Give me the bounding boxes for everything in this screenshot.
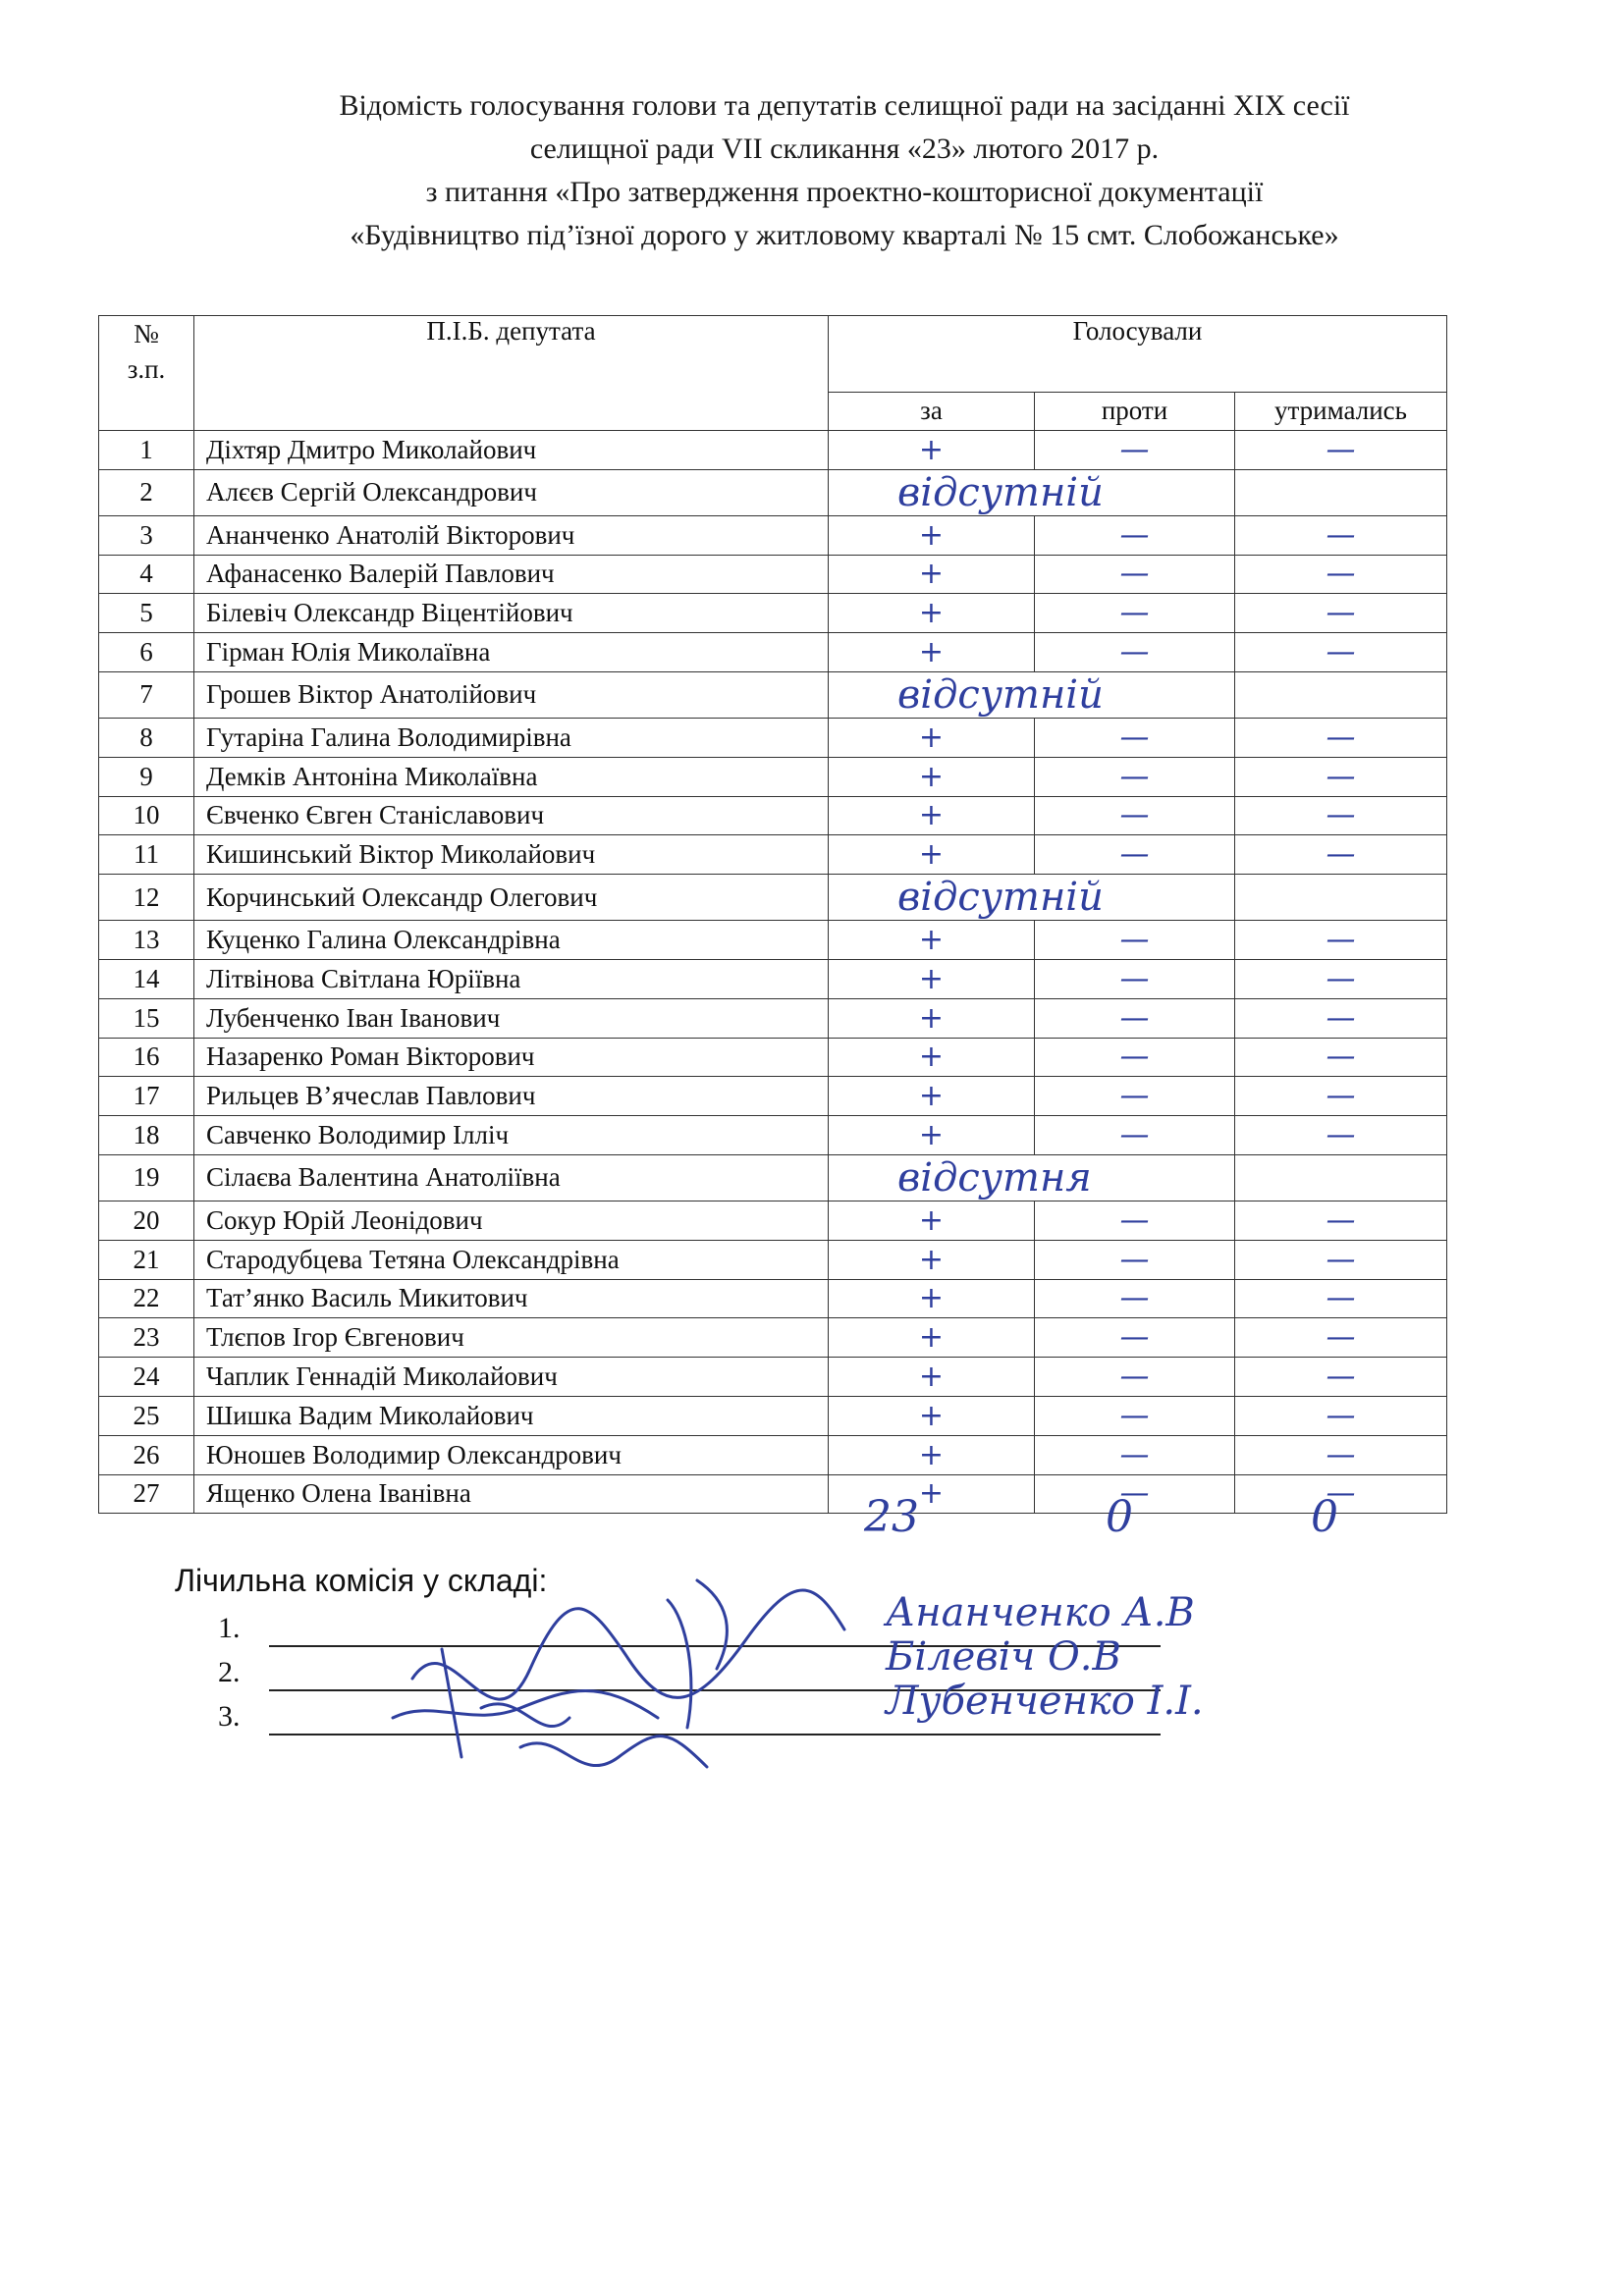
deputy-name: Гірман Юлія Миколаївна	[194, 633, 829, 672]
vote-for-mark: +	[829, 998, 1035, 1038]
vote-against-mark: —	[1035, 959, 1235, 998]
row-number: 10	[99, 796, 194, 835]
vote-for-mark: +	[829, 515, 1035, 555]
table-row	[99, 1154, 1447, 1201]
vote-for-mark: +	[829, 1201, 1035, 1240]
vote-against-mark: —	[1035, 555, 1235, 594]
table-row	[99, 875, 1447, 921]
table-row	[99, 633, 1447, 672]
deputy-name: Євченко Євген Станіславович	[194, 796, 829, 835]
member-index: 1.	[218, 1612, 241, 1644]
vote-for-mark: +	[829, 1240, 1035, 1279]
deputy-name: Сілаєва Валентина Анатоліївна	[194, 1154, 829, 1201]
vote-for-mark: +	[829, 718, 1035, 757]
table-row	[99, 555, 1447, 594]
vote-for-mark: +	[829, 835, 1035, 875]
deputy-name: Афанасенко Валерій Павлович	[194, 555, 829, 594]
vote-abstained-mark: —	[1235, 921, 1447, 960]
abstained-cell	[1235, 671, 1447, 718]
row-number: 24	[99, 1358, 194, 1397]
deputy-name: Шишка Вадим Миколайович	[194, 1396, 829, 1435]
vote-for-mark: +	[829, 1116, 1035, 1155]
vote-abstained-mark: —	[1235, 959, 1447, 998]
deputy-name: Літвінова Світлана Юріївна	[194, 959, 829, 998]
vote-abstained-mark: —	[1235, 633, 1447, 672]
vote-for-mark: +	[829, 959, 1035, 998]
table-row	[99, 796, 1447, 835]
vote-abstained-mark: —	[1235, 1474, 1447, 1514]
vote-against-mark: —	[1035, 1201, 1235, 1240]
table-row	[99, 1201, 1447, 1240]
deputy-name: Гутаріна Галина Володимирівна	[194, 718, 829, 757]
table-row	[99, 1435, 1447, 1474]
vote-for-mark: +	[829, 431, 1035, 470]
header-for: за	[829, 392, 1035, 430]
vote-abstained-mark: —	[1235, 1116, 1447, 1155]
row-number: 26	[99, 1435, 194, 1474]
row-number: 3	[99, 515, 194, 555]
title-line-4: «Будівництво під’їзної дорого у житловому кварталі № 15 смт. Слобожанське»	[350, 219, 1339, 251]
table-row	[99, 594, 1447, 633]
vote-against-mark: —	[1035, 998, 1235, 1038]
vote-against-mark: —	[1035, 1116, 1235, 1155]
abstained-cell	[1235, 1154, 1447, 1201]
header-abstained: утримались	[1235, 392, 1447, 430]
row-number: 21	[99, 1240, 194, 1279]
deputy-name: Рильцев В’ячеслав Павлович	[194, 1077, 829, 1116]
vote-for-mark: +	[829, 1038, 1035, 1077]
deputy-name: Демків Антоніна Миколаївна	[194, 757, 829, 796]
table-row	[99, 671, 1447, 718]
row-number: 18	[99, 1116, 194, 1155]
table-row	[99, 835, 1447, 875]
title-line-1: Відомість голосування голови та депутатів селищної ради на засіданні ХIХ сесії	[339, 89, 1350, 122]
table-row	[99, 1240, 1447, 1279]
vote-for-mark: +	[829, 594, 1035, 633]
vote-for-mark: +	[829, 555, 1035, 594]
row-number: 23	[99, 1318, 194, 1358]
vote-against-mark: —	[1035, 835, 1235, 875]
absent-mark: відсутня	[829, 1154, 1235, 1201]
vote-for-mark: +	[829, 1474, 1035, 1514]
commission-label: Лічильна комісія у складі:	[175, 1563, 548, 1598]
row-number: 13	[99, 921, 194, 960]
absent-mark: відсутній	[829, 671, 1235, 718]
header-number	[99, 316, 194, 431]
title-line-3: з питання «Про затвердження проектно-кошторисної документації	[425, 176, 1264, 208]
deputy-name: Тат’янко Василь Микитович	[194, 1279, 829, 1318]
vote-abstained-mark: —	[1235, 835, 1447, 875]
header-name: П.І.Б. депутата	[194, 316, 829, 431]
table-row	[99, 1116, 1447, 1155]
vote-against-mark: —	[1035, 718, 1235, 757]
vote-against-mark: —	[1035, 1038, 1235, 1077]
table-row	[99, 1474, 1447, 1514]
vote-for-mark: +	[829, 1396, 1035, 1435]
abstained-cell	[1235, 469, 1447, 515]
row-number: 5	[99, 594, 194, 633]
vote-against-mark: —	[1035, 1435, 1235, 1474]
table-row	[99, 998, 1447, 1038]
vote-against-mark: —	[1035, 921, 1235, 960]
deputy-name: Ананченко Анатолій Вікторович	[194, 515, 829, 555]
header-against: проти	[1035, 392, 1235, 430]
member-signature-name: Ананченко А.В	[886, 1590, 1195, 1635]
vote-against-mark: —	[1035, 1358, 1235, 1397]
table-row	[99, 757, 1447, 796]
row-number: 4	[99, 555, 194, 594]
row-number: 11	[99, 835, 194, 875]
vote-for-mark: +	[829, 1435, 1035, 1474]
row-number: 15	[99, 998, 194, 1038]
vote-abstained-mark: —	[1235, 555, 1447, 594]
vote-for-mark: +	[829, 1358, 1035, 1397]
row-number: 20	[99, 1201, 194, 1240]
row-number: 9	[99, 757, 194, 796]
row-number: 16	[99, 1038, 194, 1077]
row-number: 8	[99, 718, 194, 757]
vote-for-mark: +	[829, 1279, 1035, 1318]
vote-abstained-mark: —	[1235, 431, 1447, 470]
member-index: 3.	[218, 1700, 241, 1733]
vote-abstained-mark: —	[1235, 594, 1447, 633]
deputy-name: Чаплик Геннадій Миколайович	[194, 1358, 829, 1397]
table-row	[99, 1318, 1447, 1358]
row-number: 27	[99, 1474, 194, 1514]
handwritten-signatures	[373, 1561, 884, 1796]
vote-abstained-mark: —	[1235, 998, 1447, 1038]
deputy-name: Тлєпов Ігор Євгенович	[194, 1318, 829, 1358]
table-row	[99, 959, 1447, 998]
vote-against-mark: —	[1035, 757, 1235, 796]
absent-mark: відсутній	[829, 875, 1235, 921]
table-row	[99, 1358, 1447, 1397]
vote-abstained-mark: —	[1235, 1358, 1447, 1397]
vote-abstained-mark: —	[1235, 718, 1447, 757]
deputy-name: Діхтяр Дмитро Миколайович	[194, 431, 829, 470]
row-number: 7	[99, 671, 194, 718]
row-number: 22	[99, 1279, 194, 1318]
vote-against-mark: —	[1035, 431, 1235, 470]
row-number: 6	[99, 633, 194, 672]
deputy-name: Ященко Олена Іванівна	[194, 1474, 829, 1514]
vote-for-mark: +	[829, 1318, 1035, 1358]
deputy-name: Лубенченко Іван Іванович	[194, 998, 829, 1038]
vote-against-mark: —	[1035, 1474, 1235, 1514]
vote-for-mark: +	[829, 1077, 1035, 1116]
header-number-abbr: з.п.	[127, 354, 166, 384]
vote-for-mark: +	[829, 921, 1035, 960]
total-for: 23	[864, 1492, 919, 1542]
table-body	[99, 431, 1447, 1514]
deputy-name: Грошев Віктор Анатолійович	[194, 671, 829, 718]
absent-mark: відсутній	[829, 469, 1235, 515]
vote-abstained-mark: —	[1235, 1318, 1447, 1358]
abstained-cell	[1235, 875, 1447, 921]
deputy-name: Кишинський Віктор Миколайович	[194, 835, 829, 875]
deputy-name: Білевіч Олександр Віцентійович	[194, 594, 829, 633]
table-row	[99, 921, 1447, 960]
row-number: 19	[99, 1154, 194, 1201]
vote-against-mark: —	[1035, 1279, 1235, 1318]
total-against: 0	[1106, 1492, 1133, 1542]
deputy-name: Куценко Галина Олександрівна	[194, 921, 829, 960]
table-row	[99, 1279, 1447, 1318]
table-row	[99, 515, 1447, 555]
row-number: 17	[99, 1077, 194, 1116]
table-row	[99, 1077, 1447, 1116]
vote-abstained-mark: —	[1235, 1435, 1447, 1474]
vote-against-mark: —	[1035, 594, 1235, 633]
vote-abstained-mark: —	[1235, 1396, 1447, 1435]
title-line-2: селищної ради VII скликання «23» лютого 2017 р.	[529, 133, 1160, 165]
table-row	[99, 431, 1447, 470]
vote-abstained-mark: —	[1235, 796, 1447, 835]
row-number: 1	[99, 431, 194, 470]
deputy-name: Савченко Володимир Ілліч	[194, 1116, 829, 1155]
row-number: 2	[99, 469, 194, 515]
deputy-name: Алєєв Сергій Олександрович	[194, 469, 829, 515]
deputy-name: Назаренко Роман Вікторович	[194, 1038, 829, 1077]
table-row	[99, 469, 1447, 515]
row-number: 14	[99, 959, 194, 998]
vote-against-mark: —	[1035, 515, 1235, 555]
vote-against-mark: —	[1035, 796, 1235, 835]
vote-against-mark: —	[1035, 1396, 1235, 1435]
header-voted: Голосували	[829, 316, 1447, 393]
table-row	[99, 718, 1447, 757]
vote-against-mark: —	[1035, 633, 1235, 672]
table-row	[99, 1396, 1447, 1435]
voting-table	[98, 315, 1447, 1514]
vote-for-mark: +	[829, 633, 1035, 672]
total-abstained: 0	[1311, 1492, 1338, 1542]
member-signature-name: Лубенченко І.І.	[886, 1679, 1204, 1724]
vote-against-mark: —	[1035, 1077, 1235, 1116]
vote-against-mark: —	[1035, 1240, 1235, 1279]
vote-abstained-mark: —	[1235, 1201, 1447, 1240]
vote-abstained-mark: —	[1235, 1077, 1447, 1116]
document-title	[147, 84, 1542, 257]
row-number: 25	[99, 1396, 194, 1435]
vote-abstained-mark: —	[1235, 757, 1447, 796]
deputy-name: Корчинський Олександр Олегович	[194, 875, 829, 921]
vote-for-mark: +	[829, 757, 1035, 796]
row-number: 12	[99, 875, 194, 921]
table-row	[99, 1038, 1447, 1077]
vote-for-mark: +	[829, 796, 1035, 835]
vote-abstained-mark: —	[1235, 1279, 1447, 1318]
header-number-sign: №	[134, 319, 159, 348]
deputy-name: Сокур Юрій Леонідович	[194, 1201, 829, 1240]
deputy-name: Юношев Володимир Олександрович	[194, 1435, 829, 1474]
vote-abstained-mark: —	[1235, 515, 1447, 555]
vote-abstained-mark: —	[1235, 1038, 1447, 1077]
vote-against-mark: —	[1035, 1318, 1235, 1358]
member-index: 2.	[218, 1656, 241, 1688]
member-signature-name: Білевіч О.В	[886, 1634, 1121, 1680]
vote-abstained-mark: —	[1235, 1240, 1447, 1279]
deputy-name: Стародубцева Тетяна Олександрівна	[194, 1240, 829, 1279]
